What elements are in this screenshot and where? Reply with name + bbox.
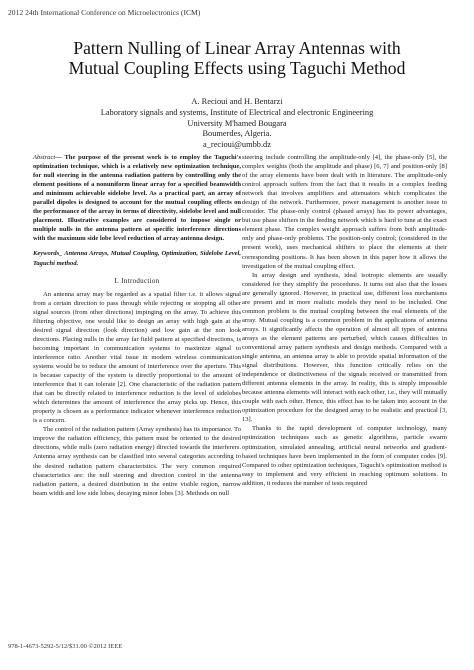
author-email: a_recioui@umbb.dz xyxy=(203,140,271,150)
author-names: A. Recioui and H. Bentarzi xyxy=(191,97,283,106)
body-paragraph: steering include controlling the amplitude-only [4], the phase-only [5], the complex weights (both the amplitude and phase) [6, 7] and position-only [8] of the array elements have been dealt with in literature. The amplitude-only control approach suffers from the fact that it results in a complex feeding network that involves amplifiers and attenuators which complicates the design of the network. Furthermore, power management is another issue to consider. The phase-only control (phased arrays) has its power advantages, but use phase shifters in the feeding network which is hard to tune at the exact element phase. The complex weight approach suffers from both amplitude-only and phase-only problems. The position-only control; (considered in the present work), uses mechanical shifters to place the elements at their corresponding positions. It has been shown in this paper how it allows the investigation of the mutual coupling effect. xyxy=(242,154,447,270)
section-heading-introduction: I. Introduction xyxy=(114,276,160,285)
affiliation-line: Boumerdes, Algeria. xyxy=(202,129,272,139)
author-block xyxy=(0,97,474,151)
body-paragraph: In array design and synthesis, ideal isotropic elements are usually considered for they simplify the procedures. It turns out also that the losses are generally ignored. However, in practical use, different loss mechanisms are present and in more realistic models they need to be included. One common problem is the mutual coupling between the real elements of the array. Mutual coupling is a common problem in the applications of antenna arrays. It significantly affects the operation of almost all types of antenna arrays as the element patterns are perturbed, which causes difficulties in conventional array pattern synthesis and design methods. Compared with a single antenna, an antenna array is able to provide spatial information of the signal distributions. However, this function critically relies on the independence or distinctiveness of the signals received or transmitted from different antenna elements in the array. In reality, this is simply impossible because antenna elements will interact with each other, i.e., they will mutually couple with each other. Hence, this effect has to be taken into account in the optimization procedure for the designed array to be realistic and practical [3, 13]. xyxy=(242,271,447,424)
abstract-text: — The purpose of the present work is to employ the Taguchi's optimization technique, which is a relatively new optimization technique, for null steering in the antenna radiation pattern by controlling only the element positions of a nonuniform linear array for a specified beamwidth and minimum achievable sidelobe level. As a practical part, an array of parallel dipoles is designed to account for the mutual coupling effects on the performance of the array in terms of directivity, sidelobe level and null placement. Illustrative examples are considered to impose single or multiple nulls in the antenna pattern at specific interference directions with the maximum side lobe level reduction of array antenna design. xyxy=(33,154,241,243)
paper-title xyxy=(20,38,454,78)
abstract-label: Abstract xyxy=(33,154,56,161)
conference-header: 2012 24th International Conference on Microelectronics (ICM) xyxy=(8,8,201,17)
title-line-1: Pattern Nulling of Linear Array Antennas with xyxy=(73,38,401,58)
abstract xyxy=(33,153,241,243)
keywords: Keywords_ Antenna Arrays, Mutual Coupling, Optimization, Sidelobe Level, Taguchi method. xyxy=(33,250,241,267)
affiliation-line: University M'hamed Bougara xyxy=(187,118,287,128)
right-column xyxy=(242,153,447,488)
copyright-footer: 978-1-4673-5292-5/12/$31.00 ©2012 IEEE xyxy=(8,643,123,650)
body-paragraph: An antenna array may be regarded as a spatial filter i.e. it allows signal from a certain direction to pass through while rejecting or stopping all other signal sources (from other directions) impinging on the array. To achieve this filtering objective, one would like to design an array with high gain at the desired signal direction (look direction) and low gain at the non look directions. Placing nulls in the array far field pattern at specified directions, is becoming important in communication systems to maximize signal to interference ratio. Another vital issue in modern wireless communication systems would be to reduce the amount of interference over the aperture. This is because capacity of the system is directly proportional to the amount of interference that it can tolerate [2]. One characteristic of the radiation pattern that can be directly related to interference reduction is the level of sidelobes which determines the amount of interference the array picks up. Hence, this property is chosen as a performance indicator whenever interference reduction is a concern. xyxy=(33,290,241,425)
left-column xyxy=(33,153,241,498)
body-paragraph: The control of the radiation pattern (Array synthesis) has its importance. To improve the radiation efficiency, this pattern must be oriented to the desired directions, while nulls (zero radiation energy) directed towards the interferers. Antenna array synthesis can be classified into several categories according to the desired radiation pattern characteristics. The very common required characteristics are: the null steering and direction control in the antenna radiation pattern, a desired distribution in the entire visible region, narrow beam width and low side lobes, decaying minor lobes [3]. Methods on null xyxy=(33,426,241,497)
title-line-2: Mutual Coupling Effects using Taguchi Method xyxy=(68,58,406,78)
affiliation-line: Laboratory signals and systems, Institute of Electrical and electronic Engineering xyxy=(100,107,374,117)
body-paragraph: Thanks to the rapid development of computer technology, many optimization techniques such as genetic algorithms, particle swarm optimization, simulated annealing, artificial neural networks and gradient-based techniques have been implemented in the form of computer codes [9]. Compared to other optimization techniques, Taguchi's optimization method is easy to implement and very efficient in reaching optimum solutions. In addition, it reduces the number of tests required xyxy=(242,425,447,487)
